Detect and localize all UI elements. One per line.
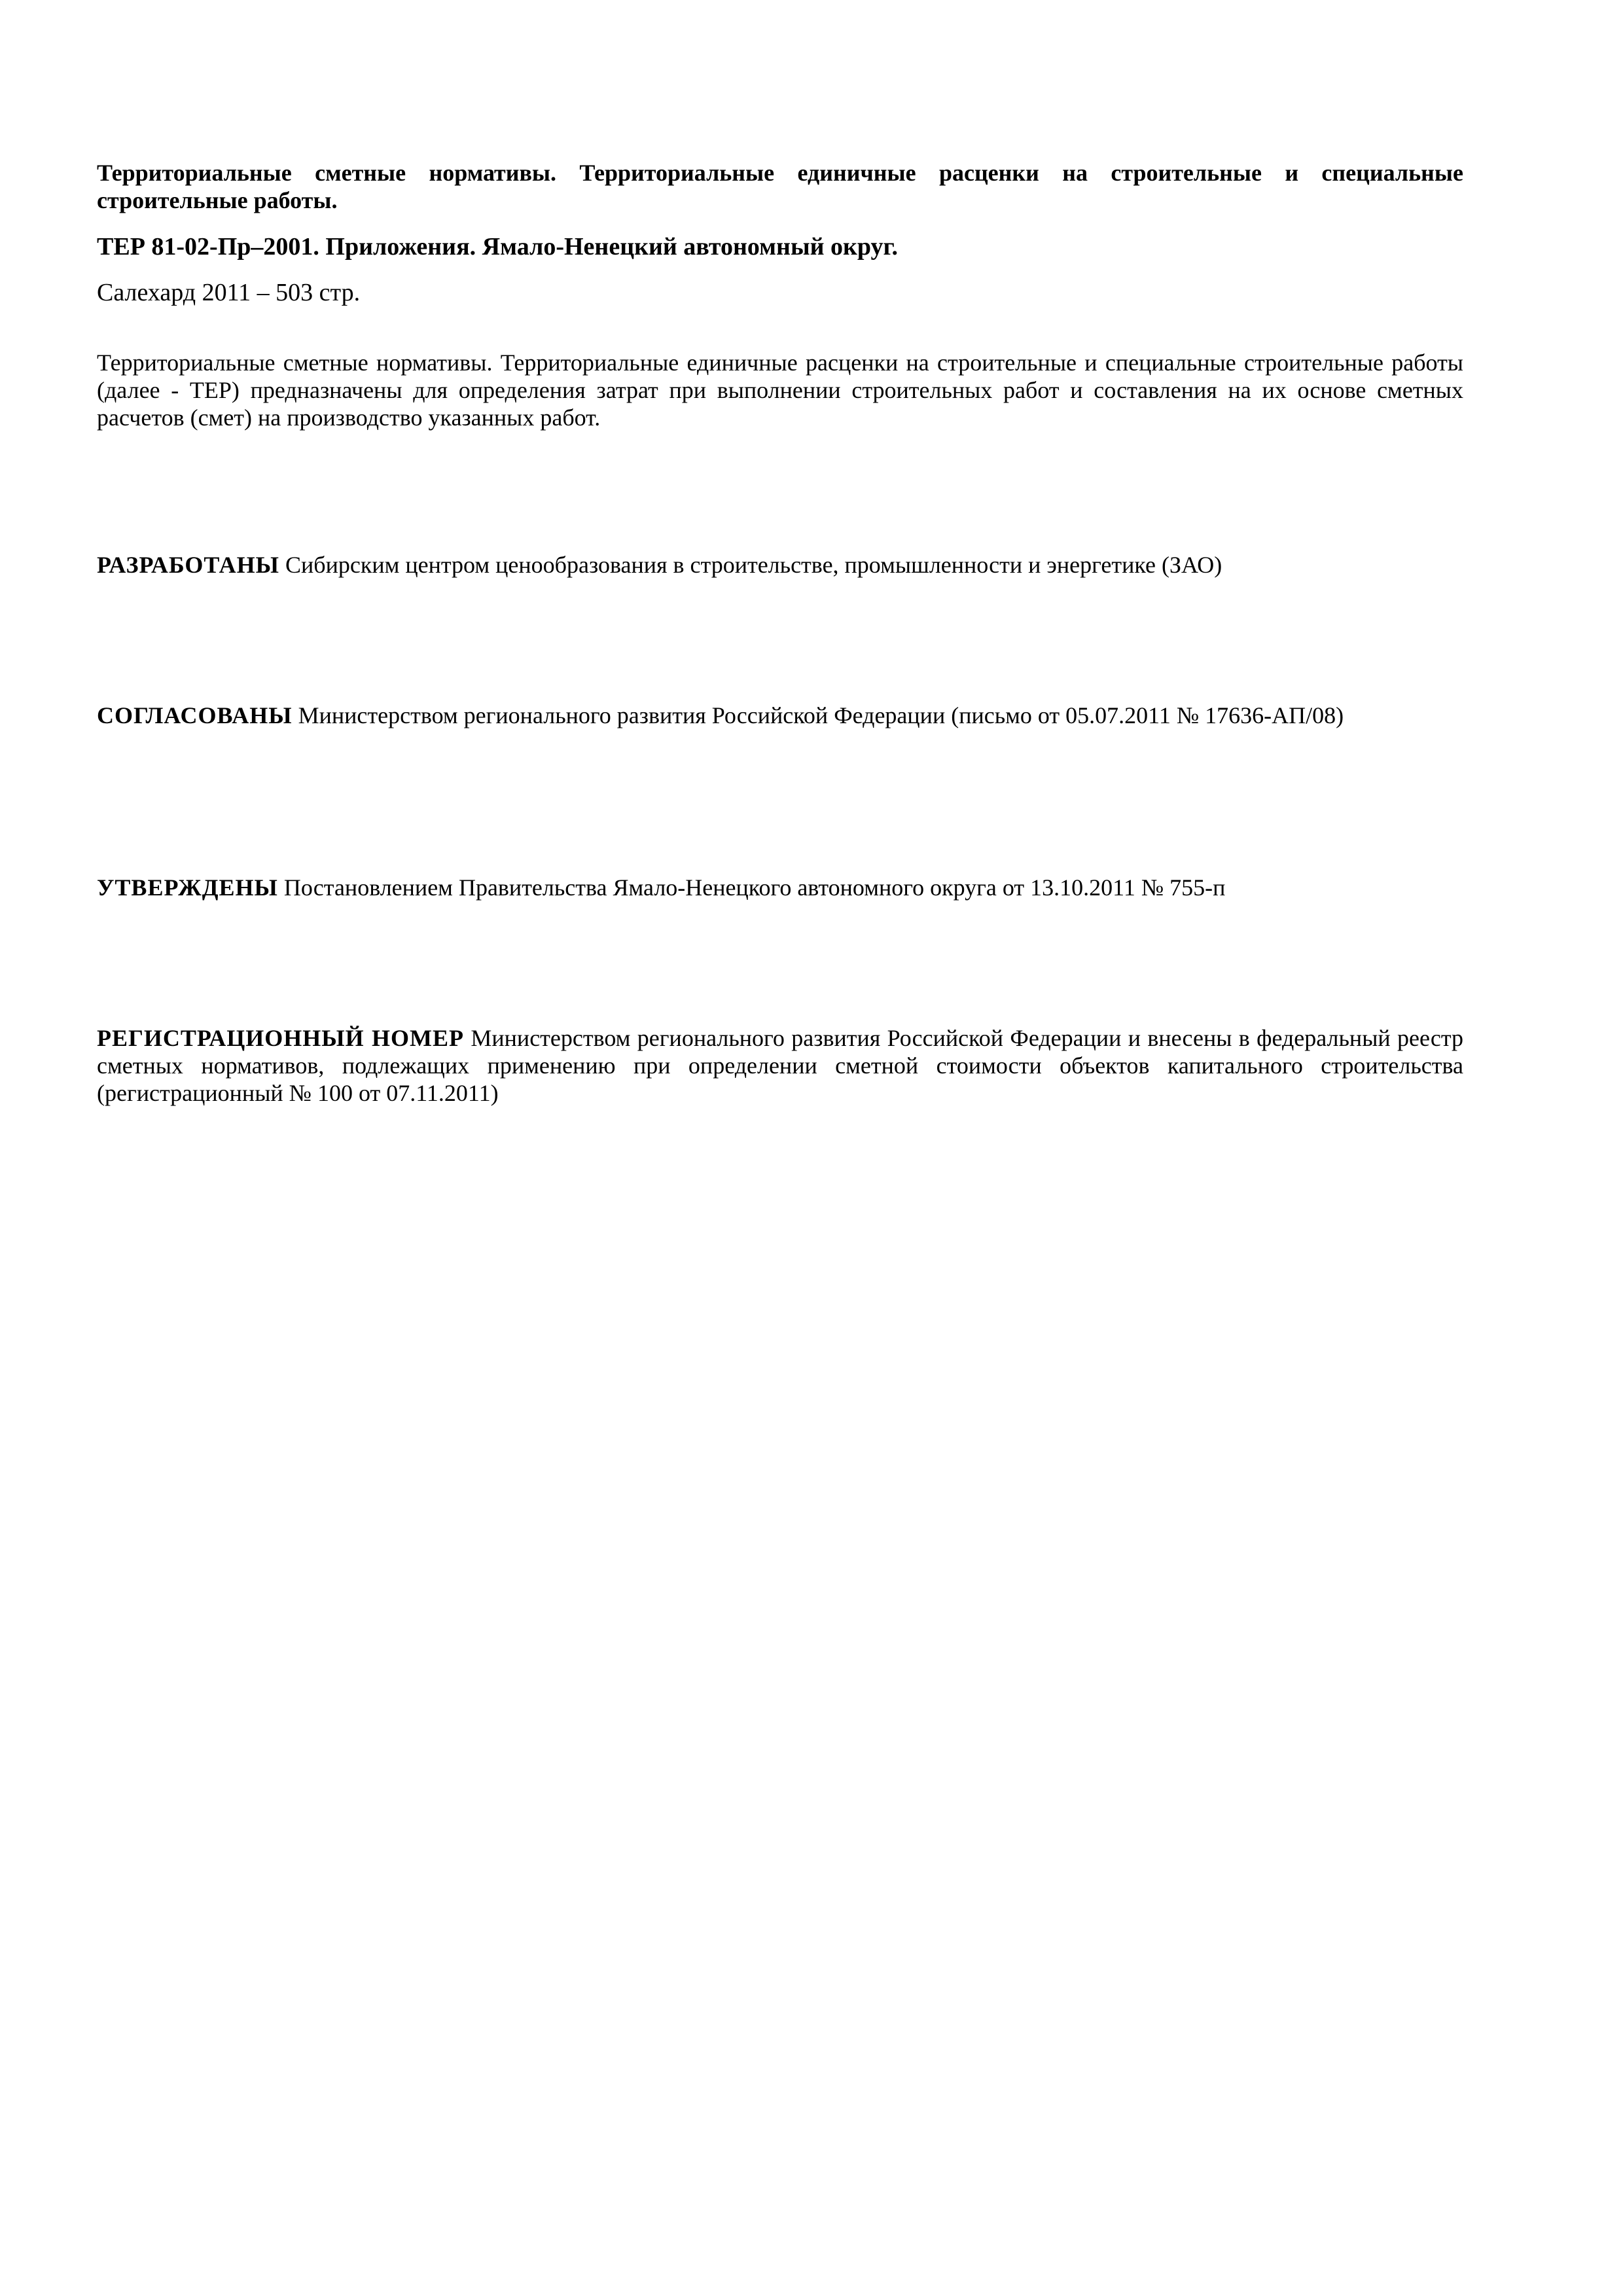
agreed-statement	[97, 702, 1463, 729]
registration-text: Министерством регионального развития Российской Федерации и внесены в федеральный реестр сметных нормативов, подлежащих применению при определении сметной стоимости объектов капитального строительства (регистрационный № 100 от 07.11.2011)	[97, 1025, 1464, 1107]
agreed-text: Министерством регионального развития Российской Федерации (письмо от 05.07.2011 № 17636-АП/08)	[298, 702, 1344, 728]
document-abstract: Территориальные сметные нормативы. Территориальные единичные расценки на строительные и специальные строительные работы (далее - ТЕР) предназначены для определения затрат при выполнении строительных работ и составления на их основе сметных расчетов (смет) на производство указанных работ.	[97, 350, 1463, 431]
agreed-label: СОГЛАСОВАНЫ	[97, 702, 293, 728]
registration-label: РЕГИСТРАЦИОННЫЙ НОМЕР	[97, 1025, 465, 1051]
approved-label: УТВЕРЖДЕНЫ	[97, 874, 278, 901]
publication-imprint: Салехард 2011 – 503 стр.	[97, 279, 361, 306]
document-title: Территориальные сметные нормативы. Территориальные единичные расценки на строительные и специальные строительные работы.	[97, 160, 1463, 214]
developed-label: РАЗРАБОТАНЫ	[97, 552, 279, 578]
developed-statement	[97, 551, 1463, 579]
approved-statement	[97, 874, 1463, 901]
approved-text: Постановлением Правительства Ямало-Ненецкого автономного округа от 13.10.2011 № 755-п	[283, 874, 1226, 901]
registration-statement	[97, 1024, 1463, 1107]
developed-text: Сибирским центром ценообразования в строительстве, промышленности и энергетике (ЗАО)	[285, 552, 1222, 578]
document-code-line: ТЕР 81-02-Пр–2001. Приложения. Ямало-Ненецкий автономный округ.	[97, 233, 899, 260]
